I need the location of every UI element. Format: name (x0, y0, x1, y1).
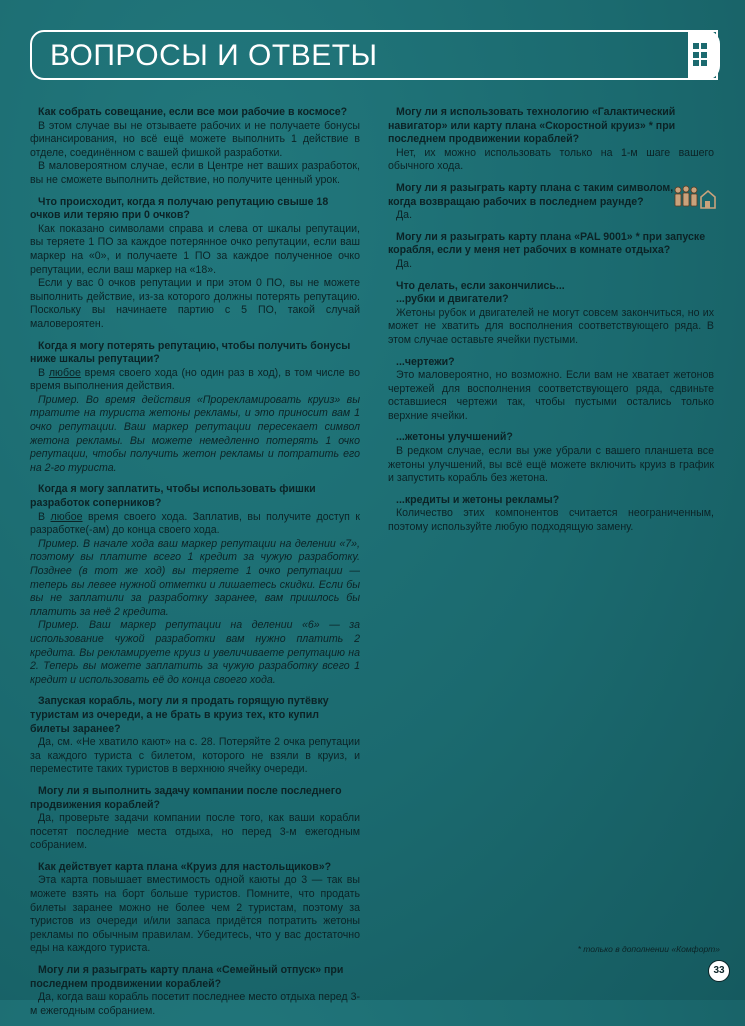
answer-text: время своего хода. Заплатив, вы получите доступ к разработке(-ам) до конца своего хода. (30, 510, 360, 537)
right-column (388, 106, 714, 543)
qa-item (388, 106, 714, 174)
answer: Количество этих компонентов считается неограниченным, поэтому используйте любую подходящую замену. (388, 507, 714, 534)
answer: Да, когда ваш корабль посетит последнее место отдыха перед 3-м ежегодным собранием. (30, 991, 360, 1017)
left-column (30, 106, 360, 1026)
question: Когда я могу заплатить, чтобы использовать фишки разработок соперников? (30, 483, 316, 510)
qa-item (30, 106, 360, 188)
workers-return-icon (672, 184, 716, 210)
answer-text: В (38, 510, 46, 523)
answer: В маловероятном случае, если в Центре нет ваших разработок, вы не сможете выполнить действие, но получите ценный урок. (30, 160, 360, 186)
qa-item (30, 695, 360, 777)
question: Могу ли я выполнить задачу компании после последнего продвижения кораблей? (30, 784, 342, 811)
grid-icon (693, 43, 707, 67)
answer: Это маловероятно, но возможно. Если вам не хватает жетонов чертежей для восполнения соответствующего ряда, сдвиньте оставшиеся чертежи так, чтобы пустыми остались только верхние ячейки. (388, 369, 714, 422)
qa-item (30, 483, 360, 687)
qa-item (30, 785, 360, 853)
sub-question: ...рубки и двигатели? (396, 293, 509, 306)
answer: В этом случае вы не отзываете рабочих и не получаете бонусы финансирования, но всё ещё можете выполнить 1 действие в отделе, соединённом с вашей фишкой разработки. (30, 119, 360, 159)
answer-emphasis: любое (50, 510, 83, 523)
qa-item (388, 231, 714, 272)
answer: Эта карта повышает вместимость одной каюты до 3 — так вы можете взять на борт больше туристов. Помните, что продать билеты заранее можно не более чем 2 туристам, поэтому за туристов из очереди и/или запаса придётся потратить жетоны рекламы по обычным правилам. Убедитесь, что у вас достаточно еды на каждого туриста. (30, 874, 360, 955)
qa-item (30, 196, 360, 332)
page-header (30, 30, 718, 80)
sub-question: ...чертежи? (396, 355, 455, 368)
qa-item (388, 280, 714, 535)
question: Могу ли я использовать технологию «Галактический навигатор» или карту плана «Скоростной круиз» * при последнем продвижении кораблей? (388, 106, 676, 146)
answer: Как показано символами справа и слева от шкалы репутации, вы теряете 1 ПО за каждое потерянное очко репутации, если ваш маркер на «0», и получаете 1 ПО за каждое полученное очко репутации, если ваш маркер на «18». (30, 222, 360, 276)
sub-question: ...жетоны улучшений? (396, 431, 513, 444)
answer: В редком случае, если вы уже убрали с вашего планшета все жетоны улучшений, вы всё ещё можете включить круиз в график и запустить корабль без жетона. (388, 445, 714, 485)
question: Что происходит, когда я получаю репутацию свыше 18 очков или теряю при 0 очков? (30, 195, 329, 222)
qa-item (30, 340, 360, 476)
page-title: ВОПРОСЫ И ОТВЕТЫ (50, 39, 378, 72)
answer: Да. (396, 209, 413, 222)
example: Пример. Ваш маркер репутации на делении «6» — за использование чужой разработки вам нужно платить 2 кредита. Вы рекламируете круиз и увеличиваете репутацию на 2. Теперь вы можете заплатить за чужую разработку всего 1 кредит и использовать её до конца своего хода. (30, 619, 360, 686)
question: Могу ли я разыграть карту плана «Семейный отпуск» при последнем продвижении кораблей? (30, 964, 344, 990)
example: Пример. В начале хода ваш маркер репутации на делении «7», поэтому вы платите всего 1 кредит за чужую разработку. Позднее (в тот же ход) вы теряете 1 очко репутации — теперь вы левее нужной отметки и лишаетесь скидки. Если бы вы не заплатили за разработку заранее, вам пришлось бы платить за неё 2 кредита. (30, 537, 360, 618)
answer-emphasis: любое (48, 366, 81, 379)
answer: Да, проверьте задачи компании после того, как ваши корабли посетят последние места отдыха, но перед 3-м ежегодным собранием. (30, 812, 360, 852)
qa-item (30, 861, 360, 956)
example: Пример. Во время действия «Прорекламировать круиз» вы тратите на туриста жетоны рекламы, и это приносит вам 1 очко репутации. Ваш маркер репутации пересекает символ жетона рекламы. Вы можете немедленно потерять 1 очко репутации, чтобы получить жетон рекламы и потратить его на 2-го туриста. (30, 393, 360, 474)
answer (30, 511, 360, 538)
answer: Да, см. «Не хватило кают» на с. 28. Потеряйте 2 очка репутации за каждого туриста с билетом, которого не взяли в круиз, и переместите таких туристов в верхнюю ячейку очереди. (30, 736, 360, 776)
question: Как действует карта плана «Круиз для настольщиков»? (38, 860, 332, 873)
answer: Если у вас 0 очков репутации и при этом 0 ПО, вы не можете выполнить действие, из-за которого должны потерять репутацию. Поскольку вы начинаете партию с 5 ПО, такой случай маловероятен. (30, 277, 360, 330)
question: Могу ли я разыграть карту плана с таким символом, когда возвращаю рабочих в последнем раунде? (388, 181, 674, 208)
page-number: 33 (708, 960, 730, 982)
footnote: * только в дополнении «Комфорт» (577, 944, 720, 954)
question: Могу ли я разыграть карту плана «PAL 9001» * при запуске корабля, если у меня нет рабочих в комнате отдыха? (388, 230, 706, 257)
answer-text: время своего хода (но один раз в ход), в том числе во время выполнения действия. (30, 366, 361, 393)
answer: Да. (396, 257, 413, 270)
answer-text: В (38, 366, 46, 379)
sub-question: ...кредиты и жетоны рекламы? (396, 493, 560, 506)
answer (30, 367, 360, 394)
qa-item (30, 964, 360, 1018)
question: Что делать, если закончились... (396, 279, 565, 292)
question: Как собрать совещание, если все мои рабочие в космосе? (38, 106, 348, 118)
question: Когда я могу потерять репутацию, чтобы получить бонусы ниже шкалы репутации? (30, 339, 351, 366)
qa-item (388, 182, 714, 223)
question: Запуская корабль, могу ли я продать горящую путёвку туристам из очереди, а не брать в круиз тех, кто купил билеты заранее? (30, 695, 329, 735)
answer: Нет, их можно использовать только на 1-м шаге вашего обычного хода. (388, 146, 714, 173)
answer: Жетоны рубок и двигателей не могут совсем закончиться, но их может не хватить для восполнения соответствующего ряда. В этом случае оставьте ячейки пустыми. (388, 306, 714, 346)
